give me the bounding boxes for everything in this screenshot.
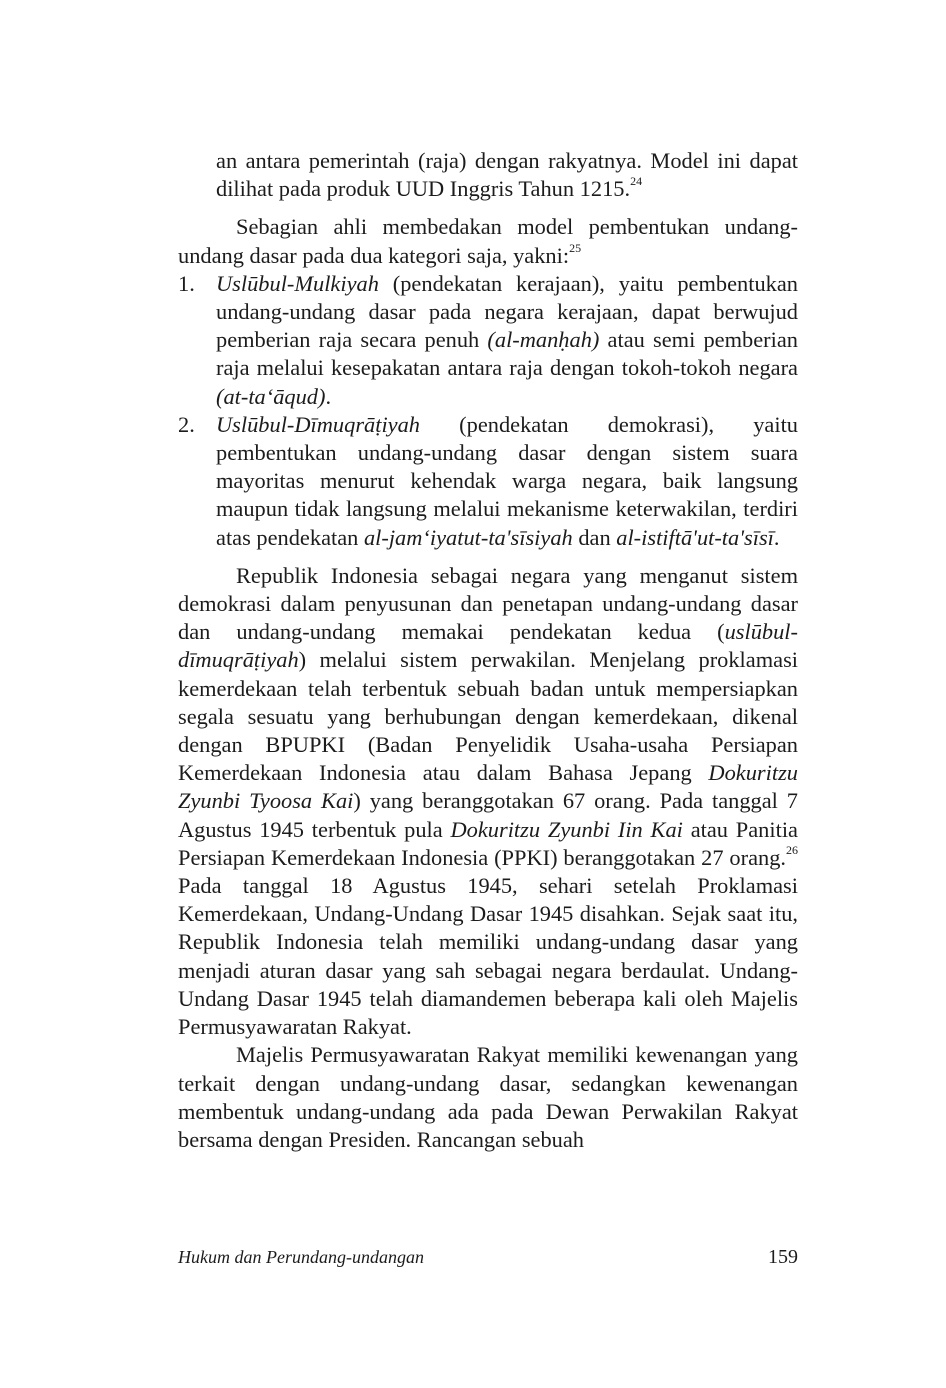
italic-term: (al-manḥah) bbox=[487, 327, 600, 353]
list-text: . bbox=[773, 524, 780, 550]
continuation-paragraph bbox=[178, 147, 798, 203]
italic-term: Dokuritzu Zyunbi Iin Kai bbox=[450, 816, 683, 842]
list-item-mulkiyah bbox=[178, 270, 798, 411]
italic-term: uslūbul-dīmuqrāṭiyah bbox=[178, 619, 798, 673]
italic-term: al-jam‘iyatut-ta'sīsiyah bbox=[363, 524, 573, 550]
footnote-ref-26: 26 bbox=[786, 842, 798, 857]
italic-term: (at-ta‘āqud) bbox=[216, 383, 326, 409]
paragraph-text: Pada tanggal 18 Agustus 1945, sehari setelah Proklamasi Kemerdekaan, Undang-Undang Dasar 1945 disahkan. Sejak saat itu, Republik Indonesia telah memiliki undang-undang dasar yang menjadi aturan dasar yang sah sebagai negara berdaulat. Undang-Undang Dasar 1945 telah diamandemen beberapa kali oleh Majelis Permusyawaratan Rakyat. bbox=[178, 873, 798, 1040]
list-term: Uslūbul-Dīmuqrāṭiyah bbox=[216, 411, 420, 437]
paragraph-text: Republik Indonesia sebagai negara yang menganut sistem demokrasi dalam penyusunan dan penetapan undang-undang dasar dan undang-undang memakai pendekatan kedua ( bbox=[178, 562, 798, 645]
paragraph-republik-indonesia bbox=[178, 562, 798, 1041]
list-text: (pendekatan demokrasi), yaitu pembentukan undang-undang dasar dengan sistem suara mayoritas menurut kehendak warga negara, baik langsung maupun tidak langsung melalui mekanisme keterwakilan, terdiri atas pendekatan bbox=[216, 411, 798, 550]
running-title: Hukum dan Perundang-undangan bbox=[178, 1247, 424, 1267]
body-text bbox=[178, 147, 798, 1154]
footnote-ref-24: 24 bbox=[630, 174, 643, 189]
italic-term: Dokuritzu Zyunbi Tyoosa Kai bbox=[178, 760, 798, 814]
list-text: dan bbox=[572, 524, 617, 550]
approach-list bbox=[178, 270, 798, 552]
paragraph-text: ) yang beranggotakan 67 orang. Pada tanggal 7 Agustus 1945 terbentuk pula bbox=[178, 788, 798, 842]
page-footer bbox=[178, 1245, 798, 1269]
continuation-text: an antara pemerintah (raja) dengan rakyatnya. Model ini dapat dilihat pada produk UUD Inggris Tahun 1215. bbox=[216, 148, 798, 202]
list-text: . bbox=[325, 383, 332, 409]
paragraph-text: atau Panitia Persiapan Kemerdekaan Indonesia (PPKI) beranggotakan 27 orang. bbox=[178, 816, 798, 870]
footnote-ref-25: 25 bbox=[569, 240, 582, 255]
list-item-dimuqratiyah bbox=[178, 411, 798, 552]
list-term: Uslūbul-Mulkiyah bbox=[216, 270, 379, 296]
intro-text: Sebagian ahli membedakan model pembentukan undang-undang dasar pada dua kategori saja, yakni: bbox=[178, 214, 798, 268]
intro-paragraph bbox=[178, 213, 798, 269]
list-text: atau semi pemberian raja melalui kesepakatan antara raja dengan tokoh-tokoh negara bbox=[216, 327, 798, 381]
list-number: 1. bbox=[178, 270, 195, 296]
page-number: 159 bbox=[768, 1246, 798, 1268]
list-text: (pendekatan kerajaan), yaitu pembentukan undang-undang dasar pada negara kerajaan, dapat berwujud pemberian raja secara penuh bbox=[216, 270, 798, 353]
paragraph-mpr bbox=[178, 1041, 798, 1154]
paragraph-text: Majelis Permusyawaratan Rakyat memiliki kewenangan yang terkait dengan undang-undang dasar, sedangkan kewenangan membentuk undang-undang ada pada Dewan Perwakilan Rakyat bersama dengan Presiden. Rancangan sebuah bbox=[178, 1042, 798, 1152]
paragraph-text: ) melalui sistem perwakilan. Menjelang proklamasi kemerdekaan telah terbentuk sebuah badan untuk mempersiapkan segala sesuatu yang berhubungan dengan kemerdekaan, dikenal dengan BPUPKI (Badan Penyelidik Usaha-usaha Persiapan Kemerdekaan Indonesia atau dalam Bahasa Jepang bbox=[178, 647, 798, 786]
italic-term: al-istiftā'ut-ta'sīsī bbox=[616, 524, 774, 550]
list-number: 2. bbox=[178, 411, 195, 437]
